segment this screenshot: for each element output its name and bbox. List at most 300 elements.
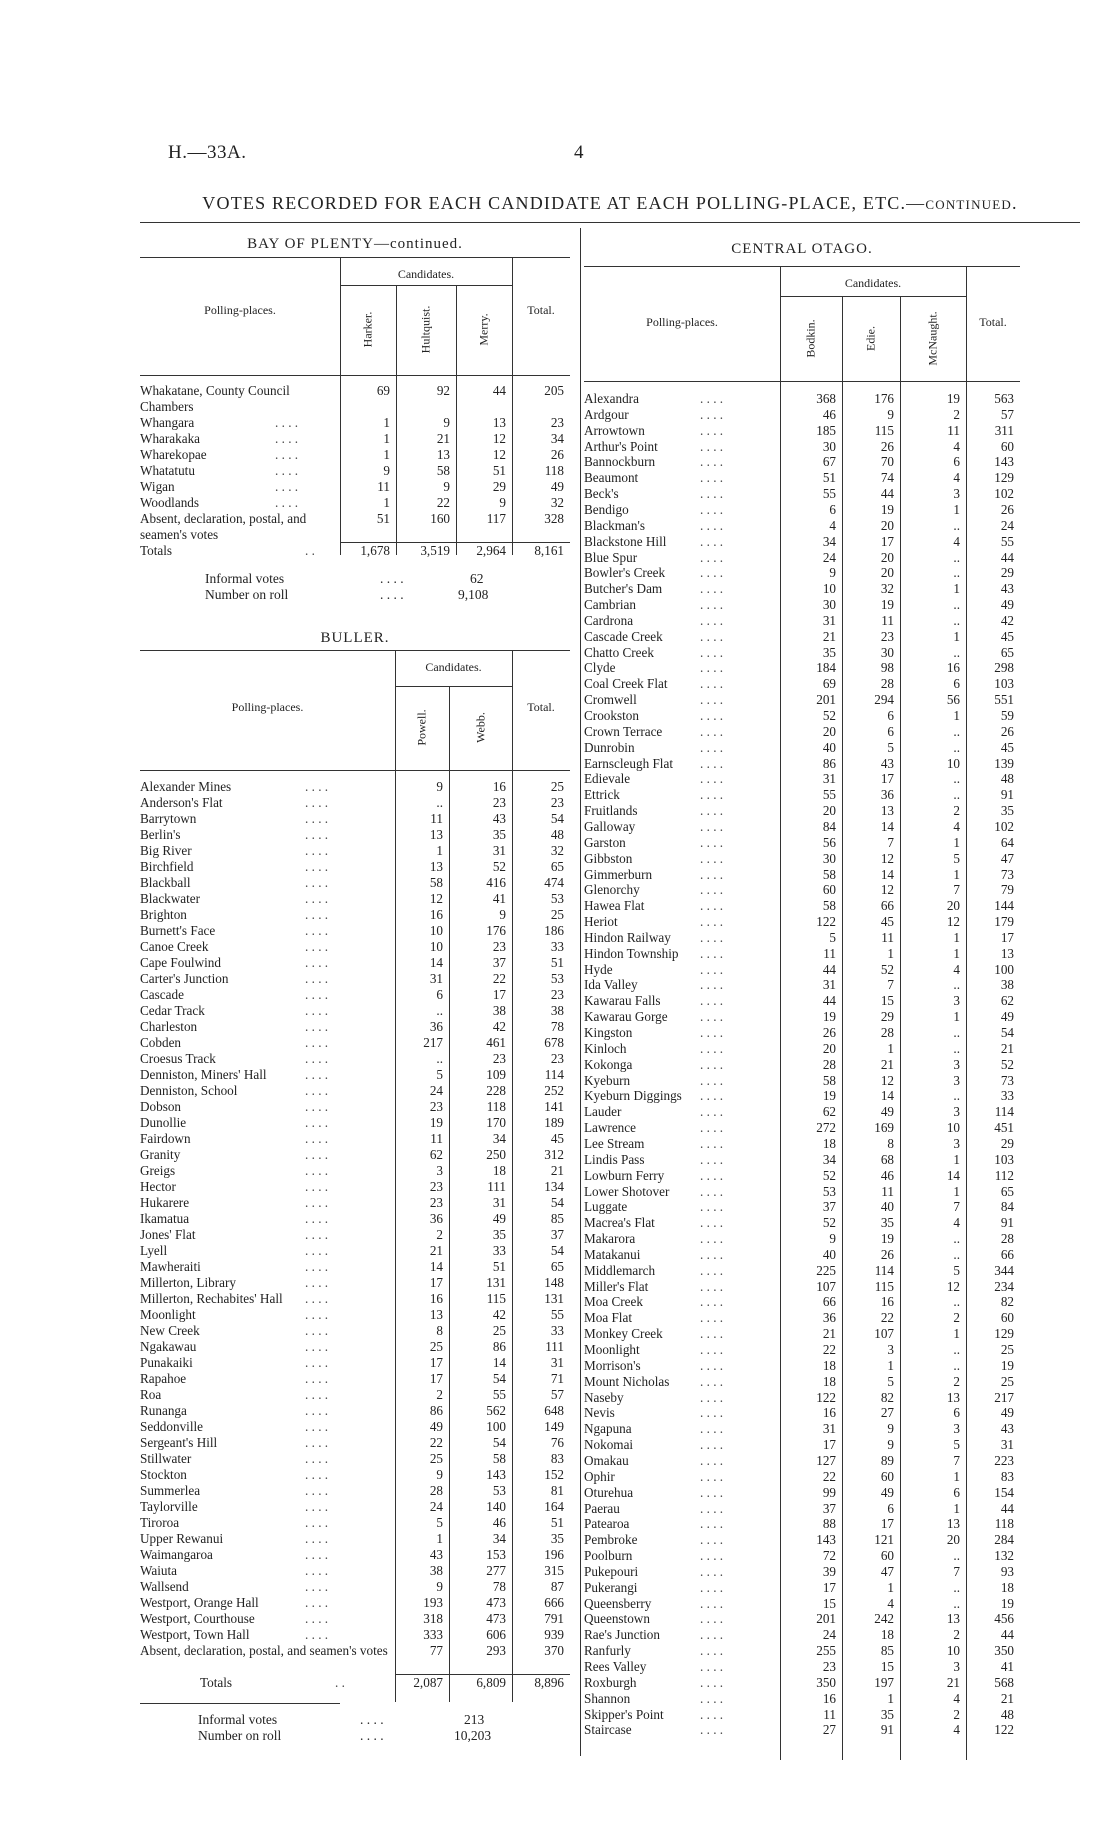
bop-row-name: Wharakaka (140, 431, 201, 446)
bop-cell: 12 (492, 431, 506, 446)
buller-row-name: Cobden (140, 1035, 182, 1050)
co-row (584, 486, 1020, 502)
buller-cell: 17 (429, 1355, 443, 1370)
page-number: 4 (574, 142, 584, 163)
co-cell: 13 (946, 1516, 960, 1532)
co-cell: 86 (822, 755, 836, 771)
bop-total-cell: 118 (544, 463, 564, 478)
co-row (584, 692, 1020, 708)
co-cell: 1 (887, 1357, 894, 1373)
buller-row (140, 1131, 570, 1147)
co-polling-places-label: Polling-places. (646, 315, 718, 329)
co-leader-dots: . . . . (700, 1088, 724, 1104)
co-cell: 40 (822, 1246, 836, 1262)
co-total-cell: 24 (1000, 517, 1014, 533)
co-cell: .. (953, 1342, 960, 1357)
bop-row-name: Whatatutu (140, 463, 195, 478)
co-leader-dots: . . . . (700, 422, 724, 438)
buller-leader-dots: . . . . (305, 1051, 329, 1066)
buller-cell: 23 (492, 795, 506, 810)
co-cell: .. (953, 1025, 960, 1040)
co-cell: 20 (822, 1040, 836, 1056)
co-row-name: Nokomai (584, 1437, 634, 1453)
co-row-name: Macrea's Flat (584, 1215, 655, 1231)
co-row (584, 914, 1020, 930)
buller-row (140, 1179, 570, 1195)
co-leader-dots: . . . . (700, 1357, 724, 1373)
co-cell: 225 (816, 1262, 836, 1278)
buller-leader-dots: . . . . (305, 1243, 329, 1258)
co-cell: 20 (880, 549, 894, 565)
bop-total-cell: 32 (550, 495, 564, 510)
buller-cell: 52 (492, 859, 506, 874)
bop-leader-dots: . . . . (275, 495, 299, 510)
co-total-cell: 64 (1000, 834, 1014, 850)
co-cell: 20 (822, 803, 836, 819)
co-cell: 31 (822, 977, 836, 993)
co-total-cell: 311 (994, 422, 1014, 438)
co-total-cell: 66 (1000, 1246, 1014, 1262)
buller-row (140, 1035, 570, 1051)
co-cell: 16 (880, 1294, 894, 1310)
co-cell: 7 (953, 1563, 960, 1579)
co-cell: 37 (822, 1199, 836, 1215)
buller-cell: 38 (492, 1003, 506, 1018)
buller-cell: 53 (492, 1483, 506, 1498)
bop-total-cell: 205 (544, 383, 564, 398)
co-row-name: Miller's Flat (584, 1278, 649, 1294)
buller-total-cell: 78 (550, 1019, 564, 1034)
co-row-name: Nevis (584, 1405, 615, 1421)
buller-total-cell: 312 (544, 1147, 564, 1162)
co-row (584, 629, 1020, 645)
buller-row-name: Dobson (140, 1099, 182, 1114)
co-leader-dots: . . . . (700, 882, 724, 898)
co-row (584, 1532, 1020, 1548)
co-row (584, 771, 1020, 787)
buller-cell: 293 (486, 1643, 506, 1658)
co-leader-dots: . . . . (700, 1484, 724, 1500)
co-cell: 7 (953, 882, 960, 898)
co-row-name: Roxburgh (584, 1674, 637, 1690)
buller-row (140, 1259, 570, 1275)
co-row (584, 993, 1020, 1009)
buller-cell: 58 (429, 875, 443, 890)
buller-total-cell: 51 (550, 1515, 564, 1530)
co-total-cell: 49 (1000, 597, 1014, 613)
buller-row (140, 1643, 570, 1675)
co-cell: 58 (822, 898, 836, 914)
co-row-name: Cardrona (584, 612, 634, 628)
co-row (584, 676, 1020, 692)
buller-row (140, 923, 570, 939)
buller-cell: 17 (429, 1275, 443, 1290)
buller-cell: 176 (486, 923, 506, 938)
co-cell: 6 (829, 501, 836, 517)
co-row-name: Lowburn Ferry (584, 1167, 665, 1183)
buller-row (140, 1403, 570, 1419)
bop-cell: 1 (383, 415, 390, 430)
bop-row (140, 415, 570, 431)
co-cell: 21 (822, 1326, 836, 1342)
buller-leader-dots: . . . . (305, 1115, 329, 1130)
co-leader-dots: . . . . (700, 644, 724, 660)
co-cell: 35 (880, 1215, 894, 1231)
buller-row-name: Ngakawau (140, 1339, 197, 1354)
co-row (584, 740, 1020, 756)
co-row-name: Ida Valley (584, 977, 638, 993)
buller-cell: 23 (492, 939, 506, 954)
co-cell: 6 (887, 1500, 894, 1516)
buller-row-name: Barrytown (140, 811, 197, 826)
bop-row (140, 431, 570, 447)
bop-header-top-rule (140, 257, 570, 258)
buller-row-name: Carter's Junction (140, 971, 229, 986)
buller-cell: 2,087 (413, 1675, 443, 1690)
buller-cell: 78 (492, 1579, 506, 1594)
co-row-name: Hawea Flat (584, 898, 645, 914)
co-cell: 30 (822, 597, 836, 613)
co-cell: 10 (946, 755, 960, 771)
co-cell: 52 (822, 1167, 836, 1183)
co-row (584, 1405, 1020, 1421)
buller-total-cell: 54 (550, 1195, 564, 1210)
co-row (584, 1485, 1020, 1501)
co-cell: 22 (822, 1468, 836, 1484)
bop-leader-dots: . . . . (275, 479, 299, 494)
co-cell: 19 (880, 597, 894, 613)
co-row-name: Hindon Township (584, 945, 679, 961)
buller-row-name: Stockton (140, 1467, 187, 1482)
co-row (584, 439, 1020, 455)
bop-candidate-name: Merry. (476, 313, 491, 346)
buller-cell: 58 (492, 1451, 506, 1466)
co-total-cell: 29 (1000, 565, 1014, 581)
co-row (584, 597, 1020, 613)
buller-total-cell: 148 (544, 1275, 564, 1290)
co-row (584, 1691, 1020, 1707)
co-cell: 115 (874, 422, 894, 438)
bop-total-cell: 328 (544, 511, 564, 526)
co-cell: 1 (953, 1183, 960, 1199)
buller-leader-dots: . . . . (305, 1339, 329, 1354)
co-cell: 44 (822, 993, 836, 1009)
co-row (584, 613, 1020, 629)
co-cell: 31 (822, 612, 836, 628)
co-cell: 74 (880, 470, 894, 486)
co-row (584, 423, 1020, 439)
buller-cell: 13 (429, 827, 443, 842)
co-total-cell: 91 (1000, 787, 1014, 803)
co-total-cell: 43 (1000, 581, 1014, 597)
bop-row-name: Whangara (140, 415, 195, 430)
co-cell: 201 (816, 692, 836, 708)
co-cell: 14 (880, 866, 894, 882)
co-cell: .. (953, 597, 960, 613)
buller-row (140, 1099, 570, 1115)
co-row-name: Moa Creek (584, 1294, 643, 1310)
co-cell: 11 (881, 612, 894, 628)
co-cell: 272 (816, 1120, 836, 1136)
buller-row-name: Rapahoe (140, 1371, 187, 1386)
bop-cell: 1 (383, 431, 390, 446)
buller-leader-dots: . . . . (305, 875, 329, 890)
co-total-cell: 223 (994, 1452, 1014, 1468)
buller-footer-rule (140, 1703, 340, 1704)
co-row-name: Ranfurly (584, 1643, 631, 1659)
buller-total-cell: 85 (550, 1211, 564, 1226)
buller-total-cell: 114 (544, 1067, 564, 1082)
buller-total-cell: 31 (550, 1355, 564, 1370)
co-row (584, 1136, 1020, 1152)
buller-leader-dots: . . . . (305, 1515, 329, 1530)
bop-leader-dots: . . (305, 543, 315, 558)
co-cell: 45 (880, 914, 894, 930)
co-cell: 3 (953, 993, 960, 1009)
buller-cell: 86 (429, 1403, 443, 1418)
co-row (584, 1548, 1020, 1564)
co-row (584, 819, 1020, 835)
co-total-cell: 100 (994, 961, 1014, 977)
co-total-cell: 41 (1000, 1659, 1014, 1674)
co-cell: 12 (880, 1072, 894, 1088)
buller-total-cell: 51 (550, 955, 564, 970)
co-row (584, 1231, 1020, 1247)
co-total-cell: 102 (994, 486, 1014, 502)
co-total-cell: 19 (1000, 1357, 1014, 1373)
co-cell: 60 (822, 882, 836, 898)
co-cell: 350 (816, 1674, 836, 1690)
co-cell: 176 (874, 391, 894, 406)
co-cell: 49 (880, 1104, 894, 1120)
co-cell: 8 (887, 1135, 894, 1151)
buller-total-cell: 141 (544, 1099, 564, 1114)
co-cell: 34 (822, 1151, 836, 1167)
buller-total-cell: 65 (550, 1259, 564, 1274)
co-leader-dots: . . . . (700, 676, 724, 692)
buller-row-name: Denniston, Miners' Hall (140, 1067, 267, 1082)
co-cell: 11 (881, 1183, 894, 1199)
buller-cell: 25 (429, 1451, 443, 1466)
co-leader-dots: . . . . (700, 866, 724, 882)
co-row (584, 1643, 1020, 1659)
co-leader-dots: . . . . (700, 1532, 724, 1548)
co-row (584, 1516, 1020, 1532)
co-row (584, 1437, 1020, 1453)
co-leader-dots: . . . . (700, 945, 724, 961)
co-cell: 2 (953, 803, 960, 819)
co-total-cell: 60 (1000, 1310, 1014, 1326)
co-cell: 11 (881, 929, 894, 945)
buller-cell: 5 (436, 1067, 443, 1082)
co-cell: 72 (822, 1548, 836, 1564)
co-cell: 4 (953, 533, 960, 549)
bop-total-cell: 34 (550, 431, 564, 446)
buller-total-cell: 131 (544, 1291, 564, 1306)
co-total-cell: 114 (994, 1104, 1014, 1120)
co-row-name: Moonlight (584, 1342, 640, 1357)
co-row (584, 1294, 1020, 1310)
co-total-cell: 179 (994, 914, 1014, 930)
buller-row-name: Alexander Mines (140, 779, 232, 794)
co-cell: 46 (822, 406, 836, 422)
buller-leader-dots: . . . . (305, 1179, 329, 1194)
buller-cell: 54 (492, 1371, 506, 1386)
co-row (584, 454, 1020, 470)
buller-row (140, 1067, 570, 1083)
co-row-name: Staircase (584, 1722, 632, 1738)
buller-leader-dots: . . . . (305, 779, 329, 794)
co-cell: 255 (816, 1643, 836, 1659)
co-row (584, 1342, 1020, 1358)
co-row (584, 1659, 1020, 1675)
buller-cell: 473 (486, 1611, 506, 1626)
co-row (584, 470, 1020, 486)
buller-row-name: Cedar Track (140, 1003, 205, 1018)
co-cell: .. (953, 1595, 960, 1611)
co-cell: 62 (822, 1104, 836, 1120)
buller-row-name: Runanga (140, 1403, 187, 1418)
co-cell: 17 (822, 1579, 836, 1595)
buller-leader-dots: . . . . (305, 1483, 329, 1498)
co-row-name: Lindis Pass (584, 1151, 645, 1167)
co-cell: .. (953, 612, 960, 628)
co-leader-dots: . . . . (700, 470, 724, 486)
buller-row-name: Fairdown (140, 1131, 191, 1146)
co-total-cell: 284 (994, 1532, 1014, 1548)
buller-total-cell: 189 (544, 1115, 564, 1130)
co-cell: 2 (953, 406, 960, 422)
buller-cell: 33 (492, 1243, 506, 1258)
co-cell: 35 (822, 644, 836, 660)
co-row-name: Crookston (584, 708, 639, 723)
co-cell: 294 (874, 692, 894, 708)
co-cell: 115 (874, 1278, 894, 1294)
buller-row (140, 971, 570, 987)
buller-total-cell: 196 (544, 1547, 564, 1562)
co-row (584, 946, 1020, 962)
buller-total-cell: 65 (550, 859, 564, 874)
buller-row (140, 1483, 570, 1499)
bop-candidate-name: Hultquist. (418, 305, 433, 354)
buller-cell: 11 (430, 811, 443, 826)
buller-row (140, 1419, 570, 1435)
co-cell: 1 (953, 929, 960, 945)
co-leader-dots: . . . . (700, 1231, 724, 1247)
co-row-name: Dunrobin (584, 739, 635, 755)
buller-total-cell: 71 (550, 1371, 564, 1386)
buller-cell: 55 (492, 1387, 506, 1402)
co-cell: 169 (874, 1120, 894, 1136)
buller-row (140, 795, 570, 811)
co-row (584, 1390, 1020, 1406)
buller-cell: 38 (429, 1563, 443, 1578)
buller-leader-dots: . . . . (305, 859, 329, 874)
buller-cell: 140 (486, 1499, 506, 1514)
co-leader-dots: . . . . (700, 1199, 724, 1215)
bop-cell: 58 (436, 463, 450, 478)
co-cell: 4 (829, 517, 836, 533)
co-leader-dots: . . . . (700, 1342, 724, 1357)
co-cell: 85 (880, 1643, 894, 1659)
co-cell: 6 (887, 708, 894, 723)
bop-roll-label: Number on roll (205, 587, 289, 602)
buller-leader-dots: . . . . (305, 1083, 329, 1098)
co-row-name: Hyde (584, 961, 613, 977)
co-cell: 21 (822, 628, 836, 644)
co-total-cell: 21 (1000, 1040, 1014, 1056)
co-cell: 20 (946, 898, 960, 914)
co-leader-dots: . . . . (700, 1056, 724, 1072)
co-leader-dots: . . . . (700, 1706, 724, 1722)
co-total-cell: 35 (1000, 803, 1014, 819)
co-total-cell: 154 (994, 1484, 1014, 1500)
co-header-rule (900, 296, 901, 381)
co-leader-dots: . . . . (700, 1437, 724, 1453)
buller-cell: 9 (499, 907, 506, 922)
co-row-name: Monkey Creek (584, 1326, 663, 1342)
bop-total-cell: 26 (550, 447, 564, 462)
co-cell: 52 (822, 1215, 836, 1231)
co-row-name: Alexandra (584, 391, 639, 406)
bop-row (140, 447, 570, 463)
co-cell: 13 (946, 1611, 960, 1627)
buller-leader-dots: . . . . (305, 1451, 329, 1466)
co-row-name: Kingston (584, 1025, 633, 1040)
co-row (584, 898, 1020, 914)
co-leader-dots: . . . . (700, 1310, 724, 1326)
buller-cell: 13 (429, 859, 443, 874)
buller-row-name: New Creek (140, 1323, 200, 1338)
co-row-name: Kawarau Gorge (584, 1009, 668, 1025)
buller-row (140, 1579, 570, 1595)
co-cell: 5 (829, 929, 836, 945)
co-cell: 69 (822, 676, 836, 692)
buller-cell: 43 (492, 811, 506, 826)
buller-total-cell: 21 (550, 1163, 564, 1178)
co-row (584, 1152, 1020, 1168)
co-cell: 4 (953, 470, 960, 486)
co-leader-dots: . . . . (700, 755, 724, 771)
co-row (584, 1168, 1020, 1184)
co-total-cell: 118 (994, 1516, 1014, 1532)
co-cell: 15 (880, 993, 894, 1009)
buller-cell: 22 (429, 1435, 443, 1450)
co-cell: 184 (816, 660, 836, 676)
co-row-name: Galloway (584, 818, 636, 834)
bop-cell: 92 (436, 383, 450, 398)
co-cell: 3 (953, 1421, 960, 1437)
co-row-name: Lower Shotover (584, 1183, 670, 1199)
bop-cell: 9 (383, 463, 390, 478)
bop-row-name: Whakatane, County Council Chambers (140, 383, 290, 414)
co-row-name: Kokonga (584, 1056, 633, 1072)
co-cell: 16 (822, 1405, 836, 1421)
co-cell: 58 (822, 1072, 836, 1088)
co-cell: 52 (880, 961, 894, 977)
co-cell: 12 (880, 850, 894, 866)
co-leader-dots: . . . . (700, 1611, 724, 1627)
co-row (584, 977, 1020, 993)
co-cell: 3 (887, 1342, 894, 1357)
buller-row-name: Granity (140, 1147, 181, 1162)
co-cell: 55 (822, 787, 836, 803)
co-cell: 49 (880, 1484, 894, 1500)
buller-row-name: Ikamatua (140, 1211, 190, 1226)
co-cell: 53 (822, 1183, 836, 1199)
co-total-cell: 18 (1000, 1579, 1014, 1595)
co-leader-dots: . . . . (700, 549, 724, 565)
